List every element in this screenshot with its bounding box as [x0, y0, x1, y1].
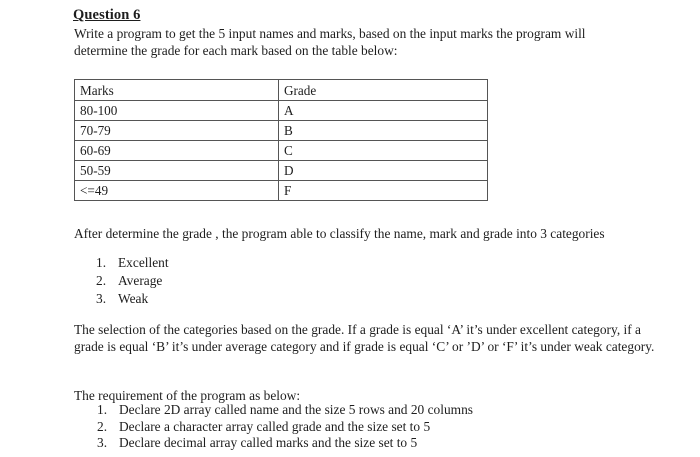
- category-label: Excellent: [118, 255, 169, 270]
- list-item: [97, 419, 473, 436]
- list-number: 3.: [97, 435, 108, 450]
- list-item: [96, 290, 169, 308]
- question-intro: Write a program to get the 5 input names and marks, based on the input marks the program will determine the grade for each mark based on the table below:: [74, 26, 586, 58]
- marks-cell: <=49: [75, 181, 279, 201]
- table-header-row: [75, 80, 488, 101]
- after-paragraph: After determine the grade , the program able to classify the name, mark and grade into 3 categories: [74, 226, 605, 241]
- grade-cell: A: [279, 101, 488, 121]
- list-item: [96, 254, 169, 272]
- list-item: [96, 272, 169, 290]
- category-label: Weak: [118, 291, 149, 306]
- table-row: [75, 141, 488, 161]
- table-row: [75, 181, 488, 201]
- selection-paragraph: The selection of the categories based on the grade. If a grade is equal ‘A’ it’s under excellent category, if a grade is equal ‘B’ it’s under average category and if grade is equal ‘C’ or ’D’ or ‘F’ it’s under weak category.: [74, 322, 655, 354]
- table-row: [75, 121, 488, 141]
- marks-cell: 60-69: [75, 141, 279, 161]
- table-header-marks: Marks: [75, 80, 279, 101]
- grade-cell: C: [279, 141, 488, 161]
- category-list: [96, 254, 169, 308]
- list-number: 1.: [96, 255, 107, 270]
- list-item: [97, 435, 473, 452]
- list-item: [97, 402, 473, 419]
- marks-cell: 50-59: [75, 161, 279, 181]
- grade-cell: F: [279, 181, 488, 201]
- requirement-label: Declare decimal array called marks and the size set to 5: [119, 435, 418, 450]
- requirement-label: Declare a character array called grade and the size set to 5: [119, 418, 431, 434]
- question-heading: Question 6: [73, 7, 141, 23]
- marks-cell: 70-79: [75, 121, 279, 141]
- table-row: [75, 101, 488, 121]
- list-number: 3.: [96, 291, 107, 306]
- marks-cell: 80-100: [75, 101, 279, 121]
- table-header-grade: Grade: [279, 80, 488, 101]
- list-number: 2.: [97, 418, 108, 434]
- requirement-label: Declare 2D array called name and the size 5 rows and 20 columns: [119, 402, 473, 417]
- requirement-list: [97, 402, 473, 452]
- grade-table: [74, 79, 488, 201]
- grade-cell: B: [279, 121, 488, 141]
- requirement-intro: The requirement of the program as below:: [74, 388, 301, 403]
- list-number: 2.: [96, 273, 107, 288]
- table-row: [75, 161, 488, 181]
- list-number: 1.: [97, 402, 108, 417]
- category-label: Average: [118, 273, 163, 288]
- grade-cell: D: [279, 161, 488, 181]
